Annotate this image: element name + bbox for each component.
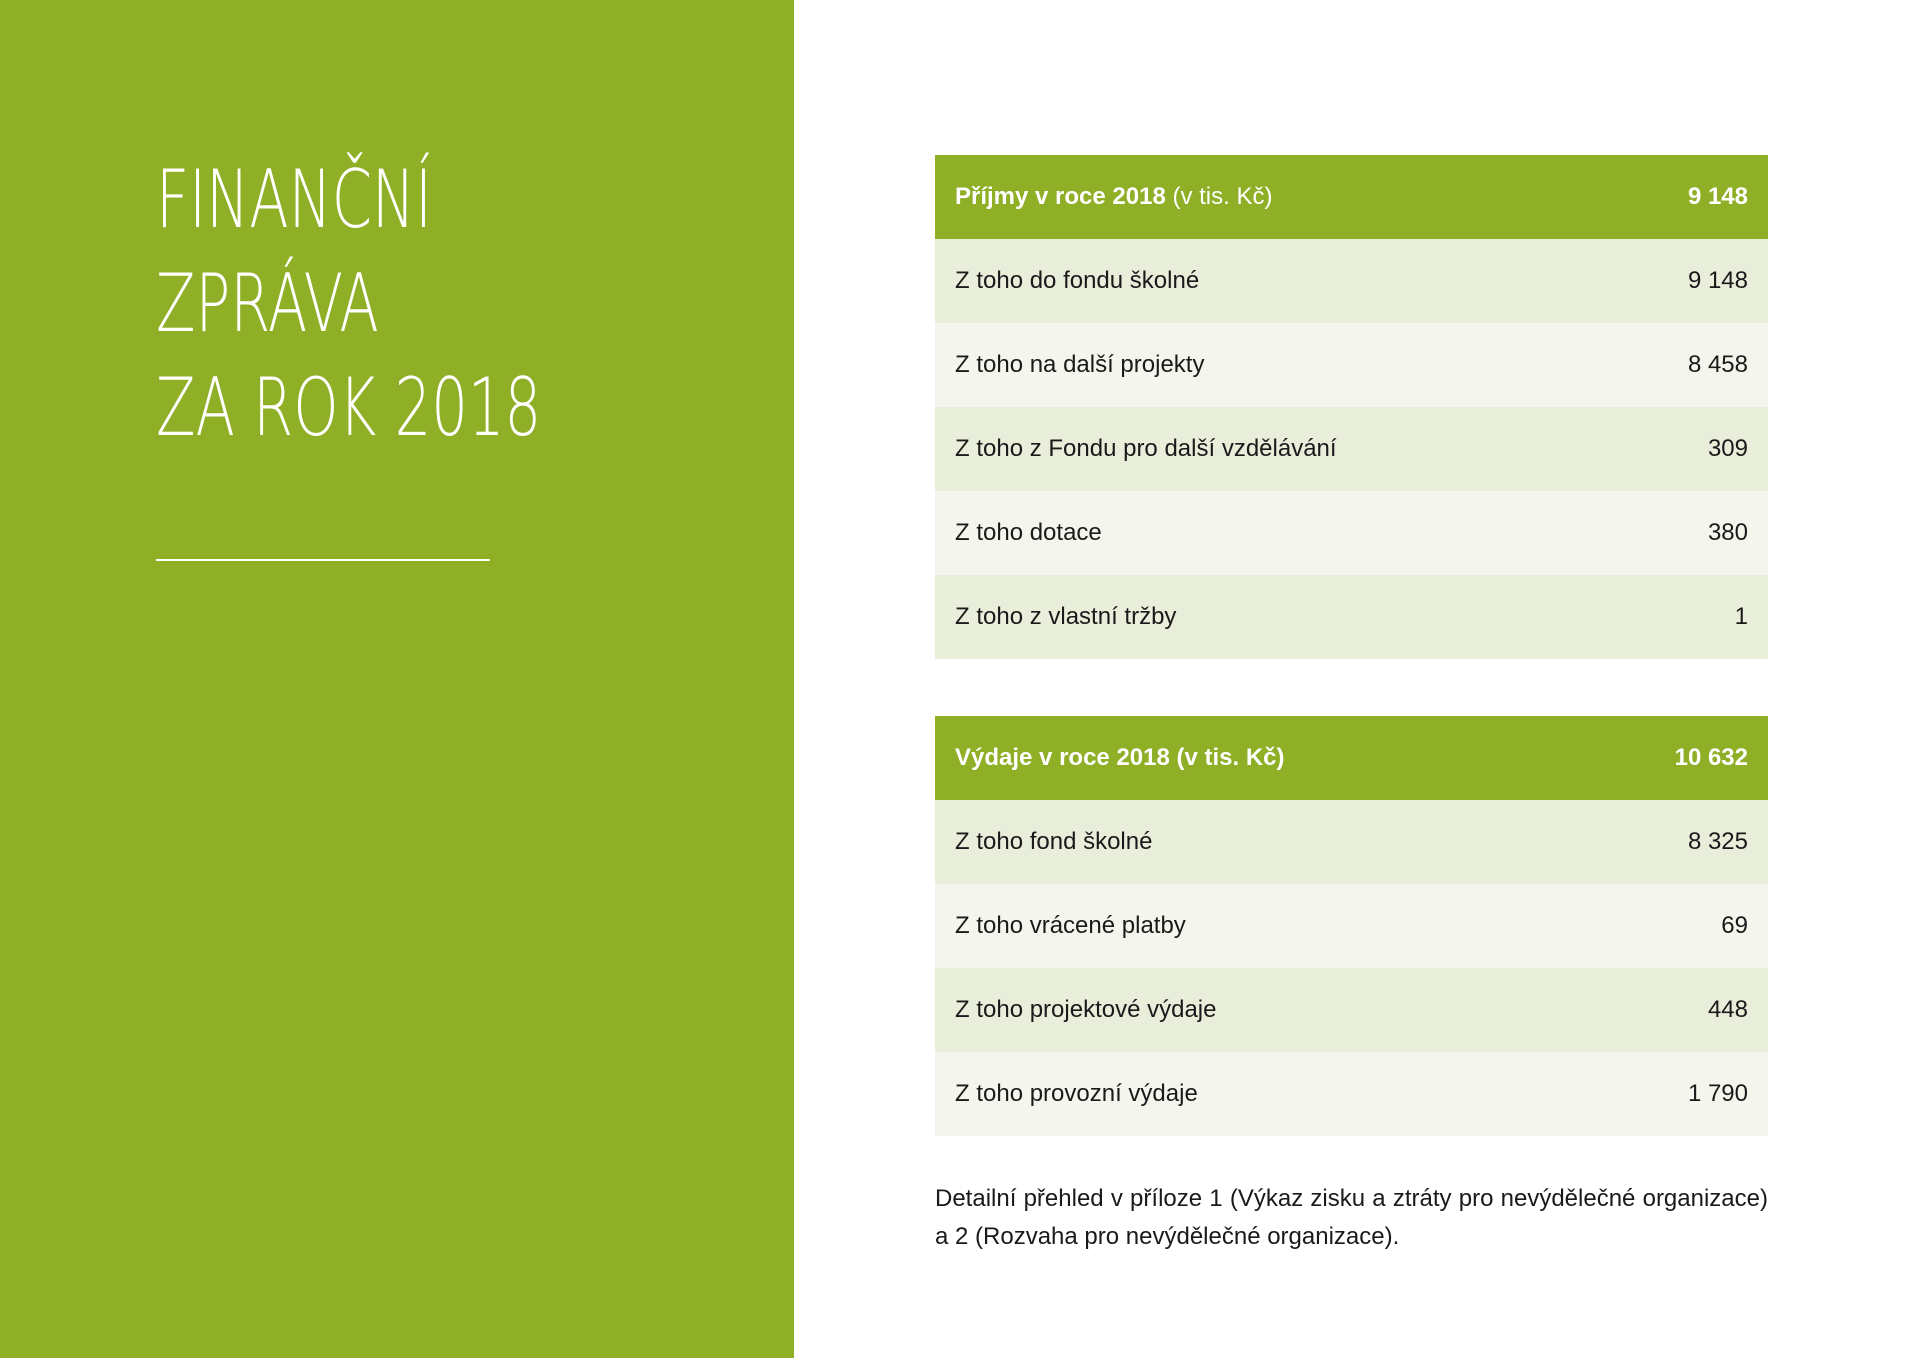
row-value: 380 <box>1707 519 1748 546</box>
row-value: 8 458 <box>1687 351 1748 378</box>
page-title <box>156 148 541 460</box>
row-label: Z toho z vlastní tržby <box>955 603 1177 630</box>
row-label: Z toho z Fondu pro další vzdělávání <box>955 435 1337 462</box>
row-value: 448 <box>1707 996 1748 1023</box>
income-table <box>935 155 1768 659</box>
title-divider <box>156 559 490 561</box>
expenses-header-value: 10 632 <box>1674 744 1748 771</box>
row-label: Z toho na další projekty <box>955 351 1205 378</box>
row-value: 1 790 <box>1687 1080 1748 1107</box>
row-label: Z toho do fondu školné <box>955 267 1200 294</box>
row-label: Z toho provozní výdaje <box>955 1080 1198 1107</box>
row-label: Z toho projektové výdaje <box>955 996 1217 1023</box>
title-line-2: ZPRÁVA <box>156 257 379 350</box>
income-header-row <box>935 155 1768 239</box>
table-row <box>935 407 1768 491</box>
title-panel <box>0 0 794 1358</box>
table-row <box>935 1052 1768 1136</box>
row-value: 9 148 <box>1687 267 1748 294</box>
row-value: 1 <box>1734 603 1748 630</box>
row-value: 69 <box>1721 912 1748 939</box>
table-row <box>935 968 1768 1052</box>
income-header-unit: (v tis. Kč) <box>1165 183 1273 210</box>
table-row <box>935 323 1768 407</box>
table-row <box>935 491 1768 575</box>
row-label: Z toho fond školné <box>955 828 1153 855</box>
table-row <box>935 800 1768 884</box>
table-row <box>935 239 1768 323</box>
row-value: 309 <box>1707 435 1748 462</box>
title-line-1: FINANČNÍ <box>156 153 432 246</box>
income-header-title: Příjmy v roce 2018 <box>955 183 1166 210</box>
expenses-header-row <box>935 716 1768 800</box>
table-row <box>935 884 1768 968</box>
footnote: Detailní přehled v příloze 1 (Výkaz zisku a ztráty pro nevýdělečné organizace) a 2 (Rozvaha pro nevýdělečné organizace). <box>935 1185 1768 1250</box>
table-row <box>935 575 1768 659</box>
row-value: 8 325 <box>1687 828 1748 855</box>
income-header-label <box>955 183 1272 211</box>
income-header-value: 9 148 <box>1687 183 1748 210</box>
expenses-table <box>935 716 1768 1136</box>
expenses-header-label: Výdaje v roce 2018 (v tis. Kč) <box>955 744 1285 771</box>
row-label: Z toho vrácené platby <box>955 912 1186 939</box>
row-label: Z toho dotace <box>955 519 1102 546</box>
title-line-3: ZA ROK 2018 <box>156 361 542 454</box>
